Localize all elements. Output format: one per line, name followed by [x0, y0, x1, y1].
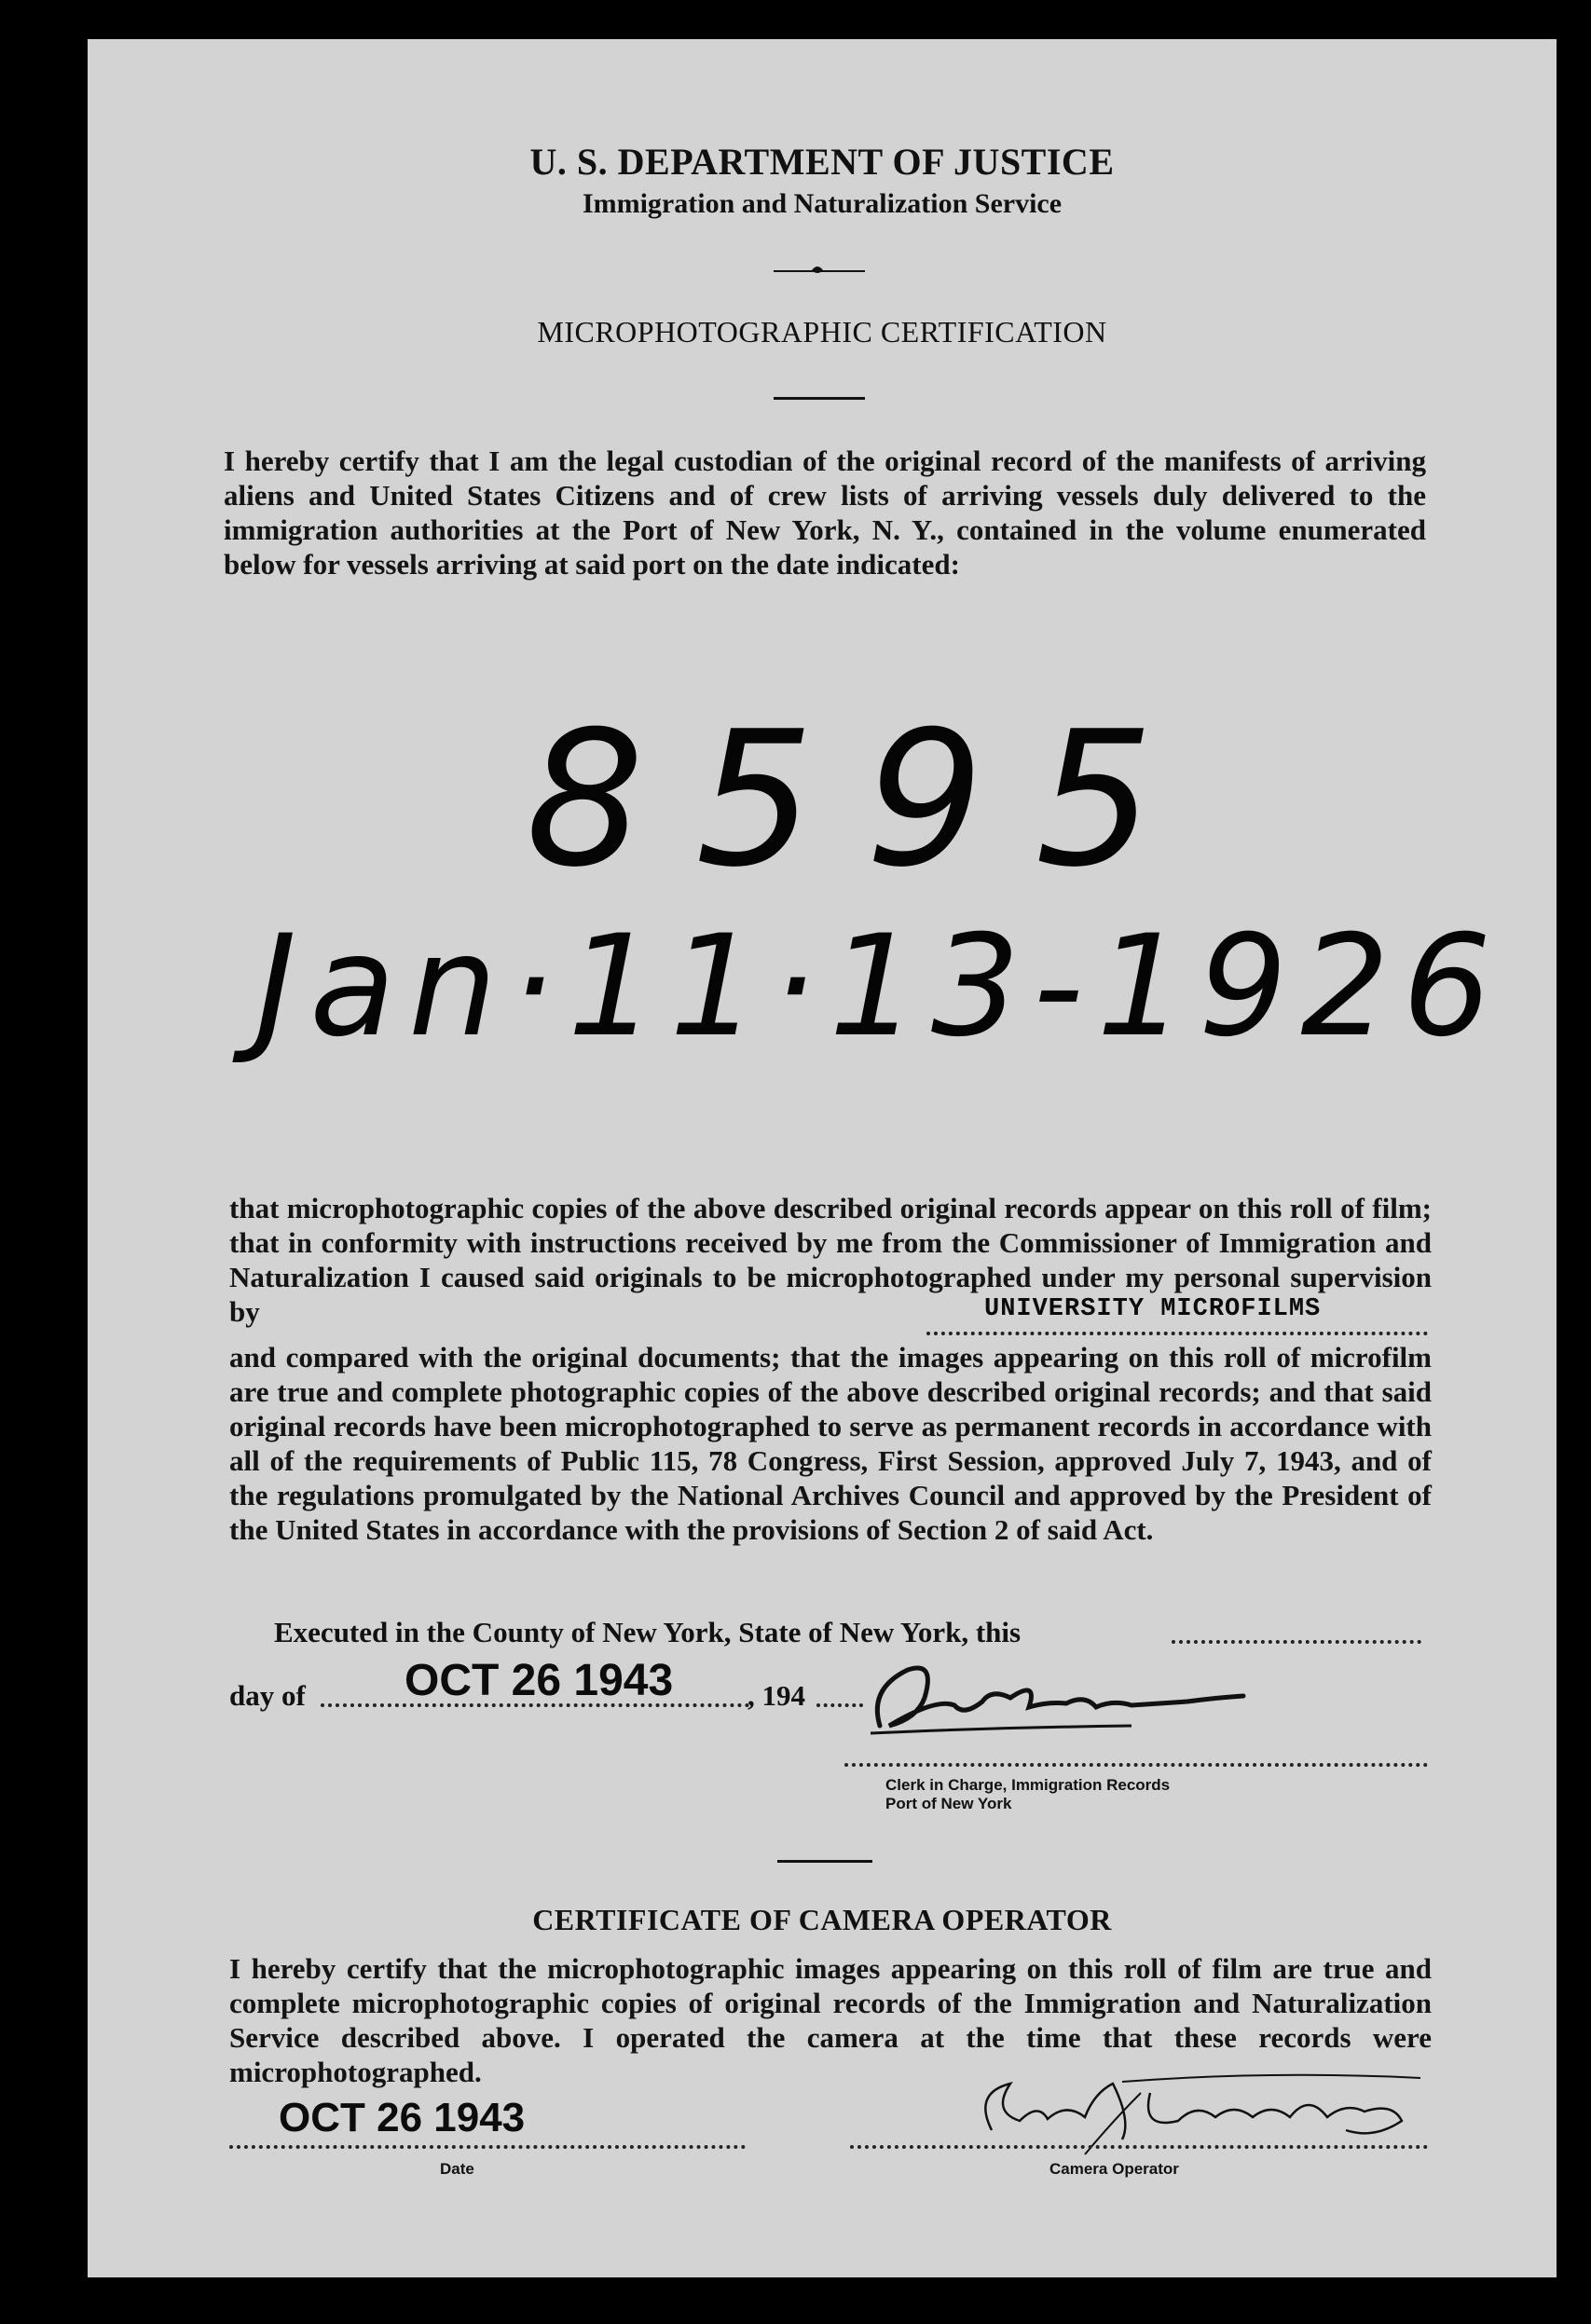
clerk-signature	[852, 1661, 1253, 1744]
clerk-title-line1: Clerk in Charge, Immigration Records	[885, 1776, 1171, 1794]
body-paragraph-part1: that microphotographic copies of the above described original records appear on this roll of film; that in conformity with instructions received by me from the Commissioner of Immigration and Naturalization I caused said originals to be microphotographed under my personal supervision by	[229, 1192, 1432, 1328]
executed-dotted-line	[1172, 1640, 1421, 1644]
operator-label: Camera Operator	[1049, 2160, 1179, 2178]
ornament-mark	[810, 263, 825, 276]
clerk-title-line2: Port of New York	[885, 1795, 1012, 1812]
camera-stamp-date: OCT 26 1943	[279, 2095, 526, 2140]
camera-operator-paragraph: I hereby certify that the microphotographic images appearing on this roll of film are true and complete microphotographic copies of original records of the Immigration and Naturalization Service described above. I operated the camera at the time that these records were microphotographed.	[229, 1952, 1432, 2088]
service-subtitle: Immigration and Naturalization Service	[582, 188, 1063, 219]
company-dotted-line	[926, 1332, 1428, 1335]
body-paragraph-part2: and compared with the original documents; that the images appearing on this roll of microfilm are true and complete photographic copies of the above described original records; and that said original records have been microphotographed to serve as permanent records in accordance with all of the requirements of Public 115, 78 Congress, First Session, approved July 7, 1943, and of the regulations promulgated by the National Archives Council and approved by the President of the United States in accordance with the provisions of Section 2 of said Act.	[229, 1341, 1432, 1546]
certification-title: MICROPHOTOGRAPHIC CERTIFICATION	[537, 315, 1107, 349]
section-divider	[777, 1860, 872, 1863]
intro-paragraph: I hereby certify that I am the legal custodian of the original record of the manifests of arriving aliens and United States Citizens and of crew lists of arriving vessels duly delivered to the immigration authorities at the Port of New York, N. Y., contained in the volume enumerated below for vessels arriving at said port on the date indicated:	[224, 444, 1426, 581]
operator-dotted-line	[850, 2145, 1428, 2149]
camera-operator-signature	[936, 2065, 1439, 2158]
date-dotted-line	[229, 2145, 746, 2149]
executed-text: Executed in the County of New York, State of New York, this	[274, 1616, 1022, 1648]
department-title: U. S. DEPARTMENT OF JUSTICE	[529, 141, 1115, 183]
date-label: Date	[440, 2160, 474, 2178]
executed-stamp-date: OCT 26 1943	[405, 1656, 674, 1705]
handwritten-volume-number: 8595	[526, 691, 1205, 909]
certificate-sheet	[88, 39, 1557, 2277]
handwritten-date-range: Jan·11·13-1926	[255, 906, 1505, 1068]
clerk-signature-line	[844, 1763, 1428, 1767]
day-of-label: day of	[229, 1679, 306, 1712]
title-divider	[774, 397, 865, 400]
typed-company-name: UNIVERSITY MICROFILMS	[984, 1295, 1322, 1323]
year-prefix: , 194	[747, 1679, 805, 1712]
camera-operator-title: CERTIFICATE OF CAMERA OPERATOR	[532, 1903, 1112, 1936]
